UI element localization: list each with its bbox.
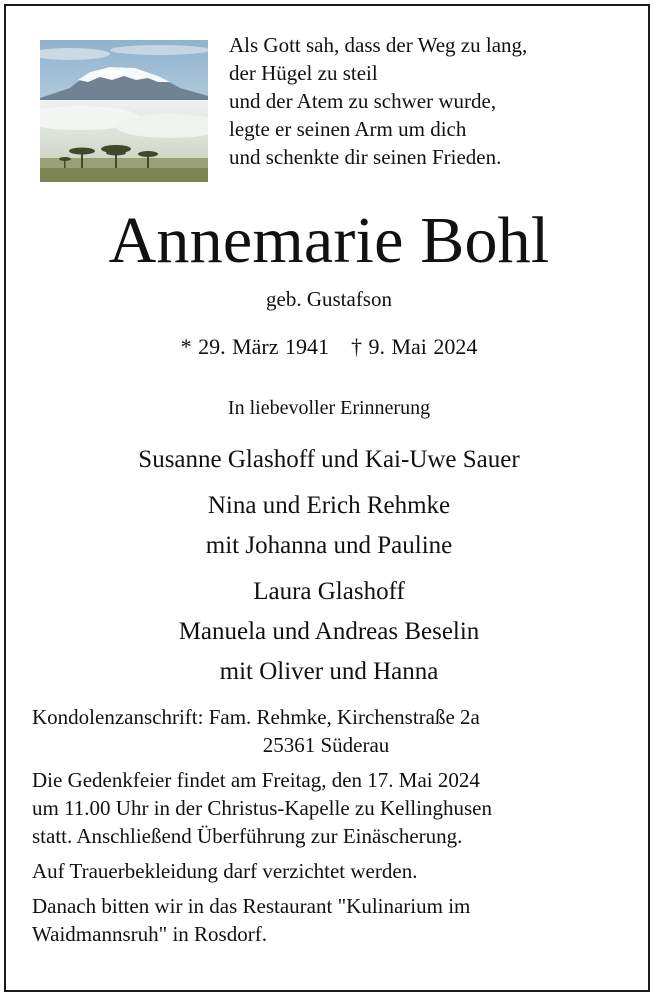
memorial-line: Die Gedenkfeier findet am Freitag, den 17. Mai 2024 (32, 768, 480, 792)
mourner-line: Manuela und Andreas Beselin (178, 618, 480, 645)
kilimanjaro-landscape-image (40, 40, 208, 182)
poem-line: der Hügel zu steil (229, 61, 378, 85)
life-dates (0, 333, 658, 361)
poem-line: legte er seinen Arm um dich (229, 117, 467, 141)
mourner-line: Susanne Glashoff und Kai-Uwe Sauer (138, 446, 520, 473)
condolence-line: Kondolenzanschrift: Fam. Rehmke, Kirchenstraße 2a (32, 705, 480, 729)
poem-line: und der Atem zu schwer wurde, (229, 89, 497, 113)
death-date: † 9. Mai 2024 (350, 334, 478, 359)
mourner-line: Laura Glashoff (253, 578, 405, 605)
deceased-name: Annemarie Bohl (108, 204, 550, 277)
poem-line: und schenkte dir seinen Frieden. (229, 145, 502, 169)
notice-details (32, 703, 642, 948)
birth-name: geb. Gustafson (266, 287, 392, 311)
dress-note: Auf Trauerbekleidung darf verzichtet werden. (32, 859, 418, 883)
mourner-line: mit Oliver und Hanna (219, 658, 439, 685)
condolence-line: 25361 Süderau (262, 733, 390, 757)
memorial-line: statt. Anschließend Überführung zur Einäscherung. (32, 824, 463, 848)
poem-line: Als Gott sah, dass der Weg zu lang, (229, 33, 528, 57)
condolence-address (32, 703, 642, 759)
mourners-list (0, 440, 658, 692)
intro-text: In liebevoller Erinnerung (227, 397, 431, 419)
mourner-line: Nina und Erich Rehmke (207, 492, 451, 519)
reception-info (32, 892, 642, 948)
birth-date: * 29. März 1941 (180, 334, 329, 359)
reception-line: Waidmannsruh" in Rosdorf. (32, 922, 267, 946)
mourner-line: mit Johanna und Pauline (205, 532, 453, 559)
poem (229, 31, 639, 171)
memorial-line: um 11.00 Uhr in der Christus-Kapelle zu Kellinghusen (32, 796, 492, 820)
memorial-info (32, 766, 642, 850)
reception-line: Danach bitten wir in das Restaurant "Kulinarium im (32, 894, 471, 918)
